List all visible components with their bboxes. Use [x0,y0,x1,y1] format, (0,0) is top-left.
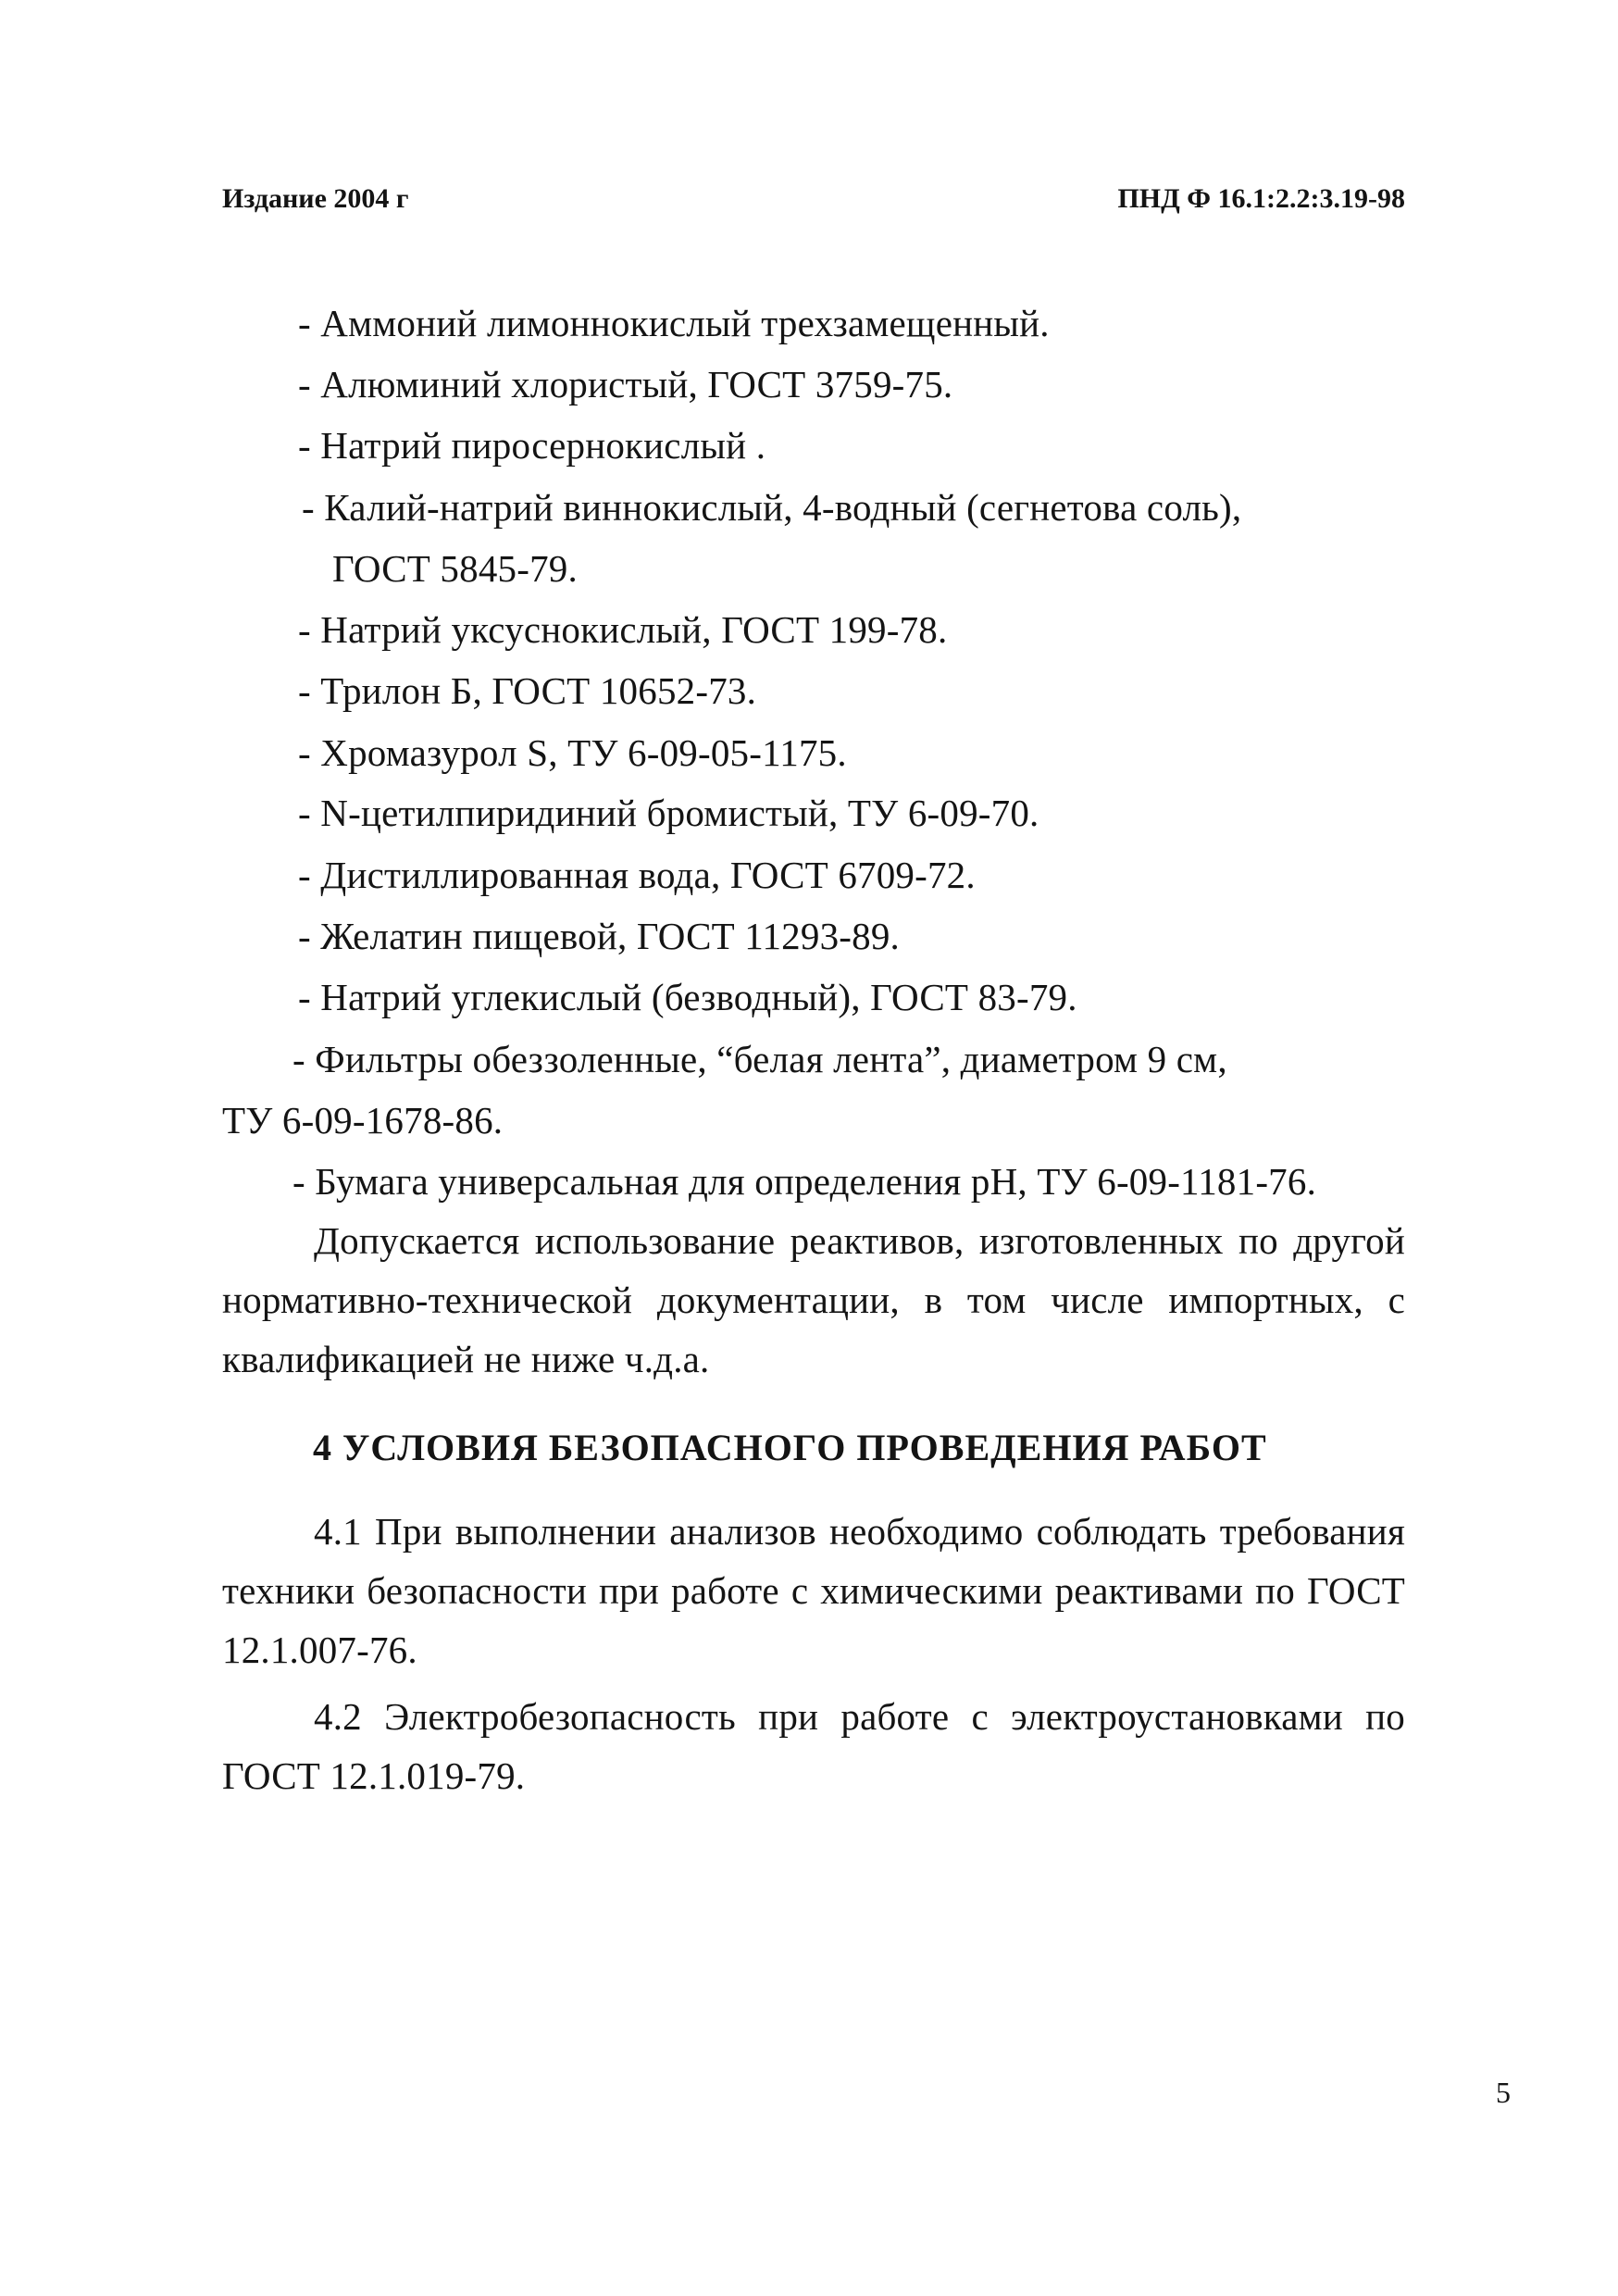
section-paragraph-4-2: 4.2 Электробезопасность при работе с электроустановками по ГОСТ 12.1.019-79. [222,1695,1405,1797]
reagent-item: - Желатин пищевой, ГОСТ 11293-89. [298,915,900,957]
section-paragraph-4-1: 4.1 При выполнении анализов необходимо соблюдать требования техники безопасности при работе с химическими реактивами по ГОСТ 12.1.007-76. [222,1510,1405,1671]
reagent-item: - Натрий углекислый (безводный), ГОСТ 83-79. [298,976,1077,1018]
reagent-item: - Хромазурол S, ТУ 6-09-05-1175. [298,731,847,774]
reagents-allowance-paragraph: Допускается использование реактивов, изготовленных по другой нормативно-технической документации, в том числе импортных, с квалификацией не ниже ч.д.а. [222,1219,1405,1380]
page-number: 5 [1496,2076,1511,2109]
reagent-item: - Аммоний лимоннокислый трехзамещенный. [298,302,1050,344]
document-code: ПНД Ф 16.1:2.2:3.19-98 [1117,183,1405,214]
reagent-item-continuation: ГОСТ 5845-79. [332,547,578,590]
reagent-item: - Натрий уксуснокислый, ГОСТ 199-78. [298,608,948,651]
edition-label: Издание 2004 г [222,183,409,214]
reagent-item-continuation: ТУ 6-09-1678-86. [222,1099,504,1142]
reagent-item: - Бумага универсальная для определения pH, ТУ 6-09-1181-76. [292,1160,1317,1203]
section-heading: 4 УСЛОВИЯ БЕЗОПАСНОГО ПРОВЕДЕНИЯ РАБОТ [313,1427,1267,1468]
reagent-item: - Алюминий хлористый, ГОСТ 3759-75. [298,363,953,406]
reagent-item: - Натрий пиросернокислый . [298,424,766,467]
reagent-item: - Дистиллированная вода, ГОСТ 6709-72. [298,854,976,896]
reagent-item: - Фильтры обеззоленные, “белая лента”, диаметром 9 см, [292,1038,1227,1080]
reagent-item: - Калий-натрий виннокислый, 4-водный (сегнетова соль), [302,486,1242,529]
reagent-item: - Трилон Б, ГОСТ 10652-73. [298,669,757,712]
reagent-item: - N-цетилпиридиний бромистый, ТУ 6-09-70. [298,792,1039,834]
